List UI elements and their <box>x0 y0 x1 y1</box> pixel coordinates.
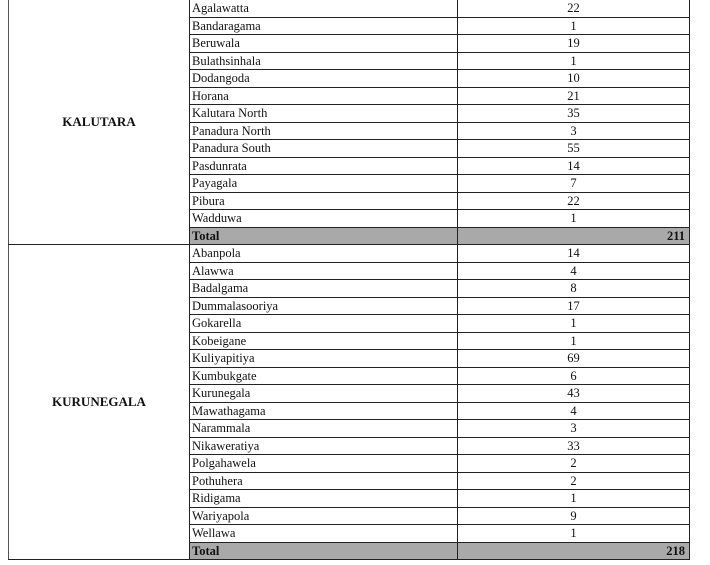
district-name: KALUTARA <box>9 0 190 245</box>
division-name: Ridigama <box>190 490 458 508</box>
division-name: Dodangoda <box>190 70 458 88</box>
division-name: Alawwa <box>190 262 458 280</box>
division-count: 21 <box>458 87 690 105</box>
division-count: 35 <box>458 105 690 123</box>
division-name: Beruwala <box>190 35 458 53</box>
division-name: Wariyapola <box>190 507 458 525</box>
division-count: 69 <box>458 350 690 368</box>
division-name: Payagala <box>190 175 458 193</box>
division-count: 1 <box>458 525 690 543</box>
division-name: Dummalasooriya <box>190 297 458 315</box>
division-name: Kumbukgate <box>190 367 458 385</box>
division-name: Pasdunrata <box>190 157 458 175</box>
division-count: 33 <box>458 437 690 455</box>
division-name: Gokarella <box>190 315 458 333</box>
division-count: 4 <box>458 262 690 280</box>
table-body <box>9 0 690 560</box>
division-name: Panadura North <box>190 122 458 140</box>
division-name: Pothuhera <box>190 472 458 490</box>
division-count: 8 <box>458 280 690 298</box>
division-count: 4 <box>458 402 690 420</box>
division-count: 14 <box>458 157 690 175</box>
division-count: 22 <box>458 0 690 17</box>
division-count: 1 <box>458 52 690 70</box>
division-name: Polgahawela <box>190 455 458 473</box>
division-name: Wadduwa <box>190 210 458 228</box>
division-name: Wellawa <box>190 525 458 543</box>
division-count: 22 <box>458 192 690 210</box>
division-name: Narammala <box>190 420 458 438</box>
division-name: Kobeigane <box>190 332 458 350</box>
division-name: Kuliyapitiya <box>190 350 458 368</box>
division-count: 1 <box>458 490 690 508</box>
total-value: 211 <box>458 227 690 245</box>
division-name: Mawathagama <box>190 402 458 420</box>
division-name: Bulathsinhala <box>190 52 458 70</box>
division-count: 9 <box>458 507 690 525</box>
division-count: 3 <box>458 420 690 438</box>
division-count: 14 <box>458 245 690 263</box>
division-name: Bandaragama <box>190 17 458 35</box>
division-count: 43 <box>458 385 690 403</box>
division-count: 55 <box>458 140 690 158</box>
division-count: 2 <box>458 455 690 473</box>
division-name: Kalutara North <box>190 105 458 123</box>
division-name: Agalawatta <box>190 0 458 17</box>
division-count: 3 <box>458 122 690 140</box>
division-name: Pibura <box>190 192 458 210</box>
district-name: KURUNEGALA <box>9 245 190 560</box>
division-name: Horana <box>190 87 458 105</box>
division-count: 2 <box>458 472 690 490</box>
division-count: 19 <box>458 35 690 53</box>
division-count: 1 <box>458 315 690 333</box>
division-count: 7 <box>458 175 690 193</box>
division-count: 1 <box>458 210 690 228</box>
division-count: 17 <box>458 297 690 315</box>
division-count: 1 <box>458 17 690 35</box>
total-label: Total <box>190 227 458 245</box>
division-name: Nikaweratiya <box>190 437 458 455</box>
division-count: 10 <box>458 70 690 88</box>
total-label: Total <box>190 542 458 560</box>
total-value: 218 <box>458 542 690 560</box>
district-table <box>8 0 690 560</box>
division-name: Abanpola <box>190 245 458 263</box>
division-name: Panadura South <box>190 140 458 158</box>
division-count: 6 <box>458 367 690 385</box>
division-name: Kurunegala <box>190 385 458 403</box>
division-name: Badalgama <box>190 280 458 298</box>
table-row <box>9 0 690 17</box>
division-count: 1 <box>458 332 690 350</box>
table-row <box>9 245 690 263</box>
